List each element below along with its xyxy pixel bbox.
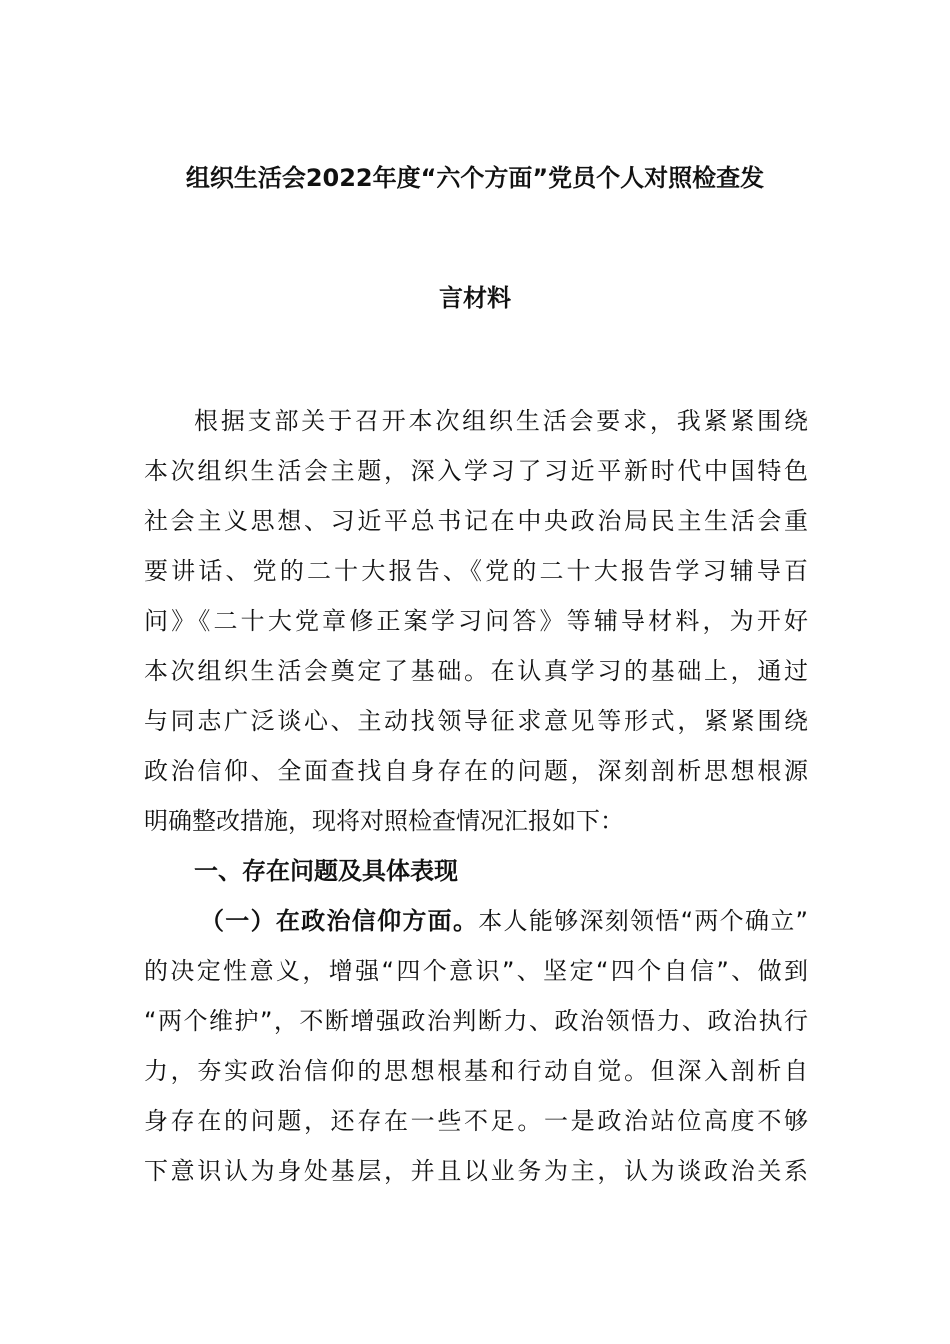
paragraph-line: 与同志广泛谈心、主动找领导征求意见等形式，紧紧围绕	[144, 707, 808, 735]
paragraph-line: 本次组织生活会奠定了基础。在认真学习的基础上，通过	[144, 657, 808, 685]
subsection-text: 本人能够深刻领悟“两个确立”	[478, 907, 808, 935]
paragraph-line: 身存在的问题，还存在一些不足。一是政治站位高度不够	[144, 1107, 808, 1135]
subsection-heading: （一）在政治信仰方面。	[200, 907, 479, 935]
paragraph-line: 根据支部关于召开本次组织生活会要求，我紧紧围绕	[194, 407, 808, 435]
paragraph-line: 政治信仰、全面查找自身存在的问题，深刻剖析思想根源	[144, 757, 808, 785]
paragraph-line: 社会主义思想、习近平总书记在中央政治局民主生活会重	[144, 507, 808, 535]
paragraph-line: “两个维护”，不断增强政治判断力、政治领悟力、政治执行	[144, 1007, 808, 1035]
document-title-line-1: 组织生活会2022年度“六个方面”党员个人对照检查发	[185, 164, 765, 192]
paragraph-line: 要讲话、党的二十大报告、《党的二十大报告学习辅导百	[144, 557, 808, 585]
subsection-first-line	[200, 905, 808, 937]
paragraph-line: 的决定性意义，增强“四个意识”、坚定“四个自信”、做到	[144, 957, 808, 985]
paragraph-line: 下意识认为身处基层，并且以业务为主，认为谈政治关系	[144, 1157, 808, 1185]
section-heading: 一、存在问题及具体表现	[194, 857, 458, 885]
paragraph-line: 本次组织生活会主题，深入学习了习近平新时代中国特色	[144, 457, 808, 485]
document-title-line-2: 言材料	[439, 284, 511, 312]
paragraph-line: 力，夯实政治信仰的思想根基和行动自觉。但深入剖析自	[144, 1057, 808, 1085]
paragraph-line: 问》《二十大党章修正案学习问答》等辅导材料，为开好	[144, 607, 808, 635]
paragraph-line: 明确整改措施，现将对照检查情况汇报如下：	[144, 807, 624, 835]
